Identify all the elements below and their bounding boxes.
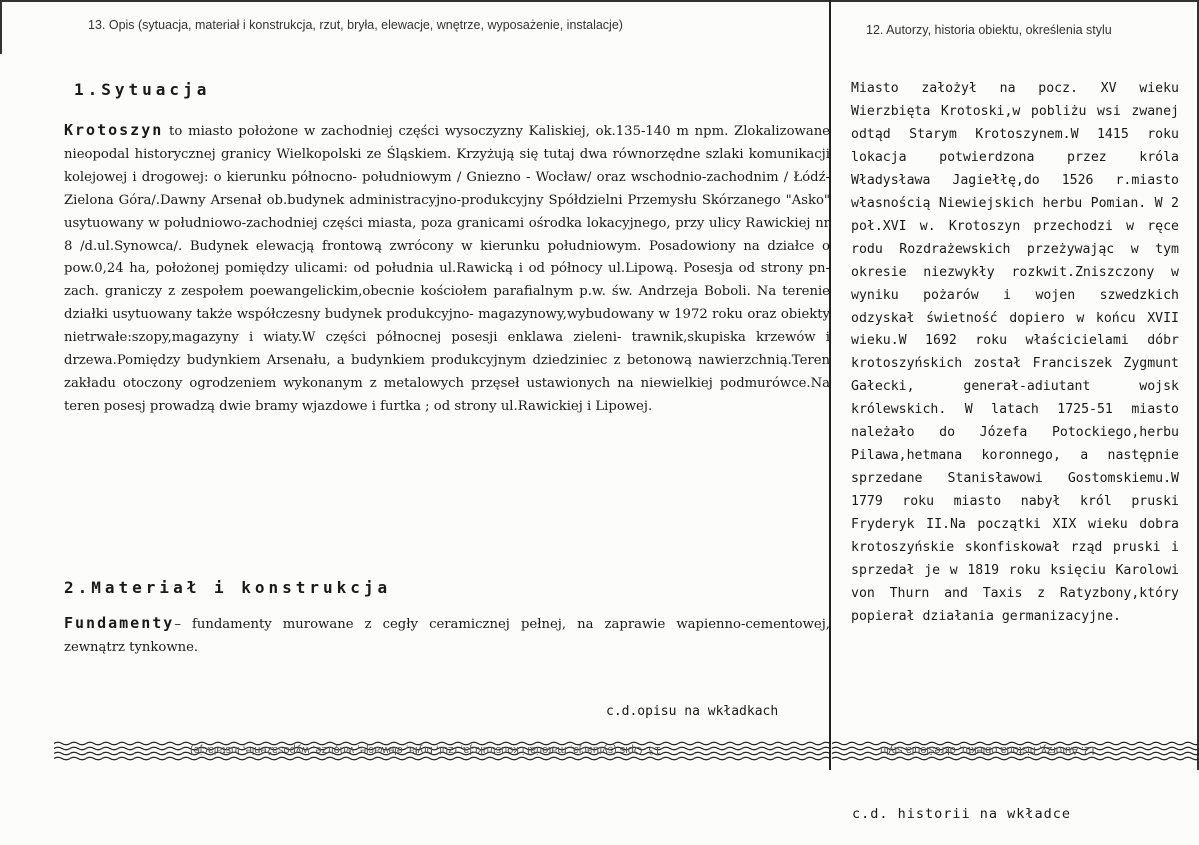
section-material-text	[64, 612, 830, 660]
form-frame-left	[0, 0, 2, 54]
history-column	[851, 78, 1179, 629]
section-situation-text	[64, 119, 830, 419]
section-material-body: – fundamenty murowane z cegły ceramicznej pełnej, na zaprawie wapienno-cementowej, zewnątrz tynkowne.	[64, 617, 830, 655]
description-header: 13. Opis (sytuacja, materiał i konstrukcja, rzut, bryła, elewacje, wnętrze, wyposażenie, instalacje)	[88, 18, 623, 32]
section-situation-title: 1.Sytuacja	[74, 80, 211, 99]
history-continuation-note: c.d. historii na wkładce	[852, 806, 1072, 822]
description-continuation-note: c.d.opisu na wkładkach	[606, 704, 779, 719]
section-material-title: 2.Materiał i konstrukcja	[64, 578, 392, 597]
mirrored-history-header: 12. Autorzy, historia obiektu, określenia stylu	[880, 744, 1097, 756]
section-situation-body: to miasto położone w zachodniej części wysoczyzny Kaliskiej, ok.135-140 m npm. Zlokalizowane nieopodal historycznej granicy Wielkopolski ze Śląskiem. Krzyżują się tutaj dwa równorzędne szlaki komunikacji kolejowej i drogowej: o kierunku północno- południowym / Gniezno - Wocław/ oraz wschodnio-zachodnim / Łódź- Zielona Góra/.Dawny Arsenał ob.budynek administracyjno-produkcyjny Spółdzielni Przemysłu Skórzanego "Asko" usytuowany w południowo-zachodniej części miasta, poza granicami ośrodka lokacyjnego, przy ulicy Rawickiej nr 8 /d.ul.Synowca/. Budynek elewacją frontową zwrócony w kierunku południowym. Posadowiony na działce o pow.0,24 ha, położonej pomiędzy ulicami: od południa ul.Rawicką i od północy ul.Lipową. Posesja od strony pn-zach. graniczy z zespołem poewangelickim,obecnie kościołem parafialnym p.w. św. Andrzeja Boboli. Na terenie działki usytuowany także współczesny budynek produkcyjno- magazynowy,wybudowany w 1972 roku oraz obiekty nietrwałe:szopy,magazyny i wiaty.W części północnej posesji enklawa zieleni- trawnik,skupiska krzewów i drzewa.Pomiędzy budynkiem Arsenału, a budynkiem produkcyjnym dziedziniec z betonową nawierzchnią.Teren zakładu otoczony ogrodzeniem wykonanym z metalowych przęseł ustawionych na niewielkiej podmurówce.Na teren posesj prowadzą dwie bramy wjazdowe i furtka ; od strony ul.Rawickiej i Lipowej.	[64, 124, 830, 414]
history-header: 12. Autorzy, historia obiektu, określenia stylu	[866, 23, 1112, 37]
section-material-lead: Fundamenty	[64, 614, 175, 632]
history-text: Miasto założył na pocz. XV wieku Wierzbięta Krotoski,w pobliżu wsi zwanej odtąd Starym Krotoszynem.W 1415 roku lokacja potwierdzona przez króla Władysława Jagiełłę,do 1526 r.miasto własnością Niewiejskich herbu Pomian. W 2 poł.XVI w. Krotoszyn przechodzi w ręce rodu Rozdrażewskich przeżywając w tym okresie niezwykły rozkwit.Zniszczony w wyniku pożarów i wojen szwedzkich odzyskał świetność dopiero w końcu XVII wieku.W 1692 roku właścicielami dóbr krotoszyńskich został Franciszek Zygmunt Gałecki, generał-adiutant wojsk królewskich. W latach 1725-51 miasto należało do Józefa Potockiego,herbu Pilawa,hetmana koronnego, a następnie sprzedane Stanisławowi Gostomskiemu.W 1779 roku miasto nabył król pruski Fryderyk II.Na początki XIX wieku dobra krotoszyńskie skonfiskował rząd pruski i sprzedał je w 1819 roku księciu Karolowi von Thurn and Taxis z Ratyzbony,który popierał działania germanizacyjne.	[851, 81, 1179, 624]
form-frame-top	[0, 0, 1199, 2]
section-situation-lead: Krotoszyn	[64, 121, 164, 139]
mirrored-description-header: 13. Opis (sytuacja, materiał i konstrukcja, rzut, bryła, elewacje, wnętrze, wyposażenie, instalacje)	[190, 744, 661, 756]
